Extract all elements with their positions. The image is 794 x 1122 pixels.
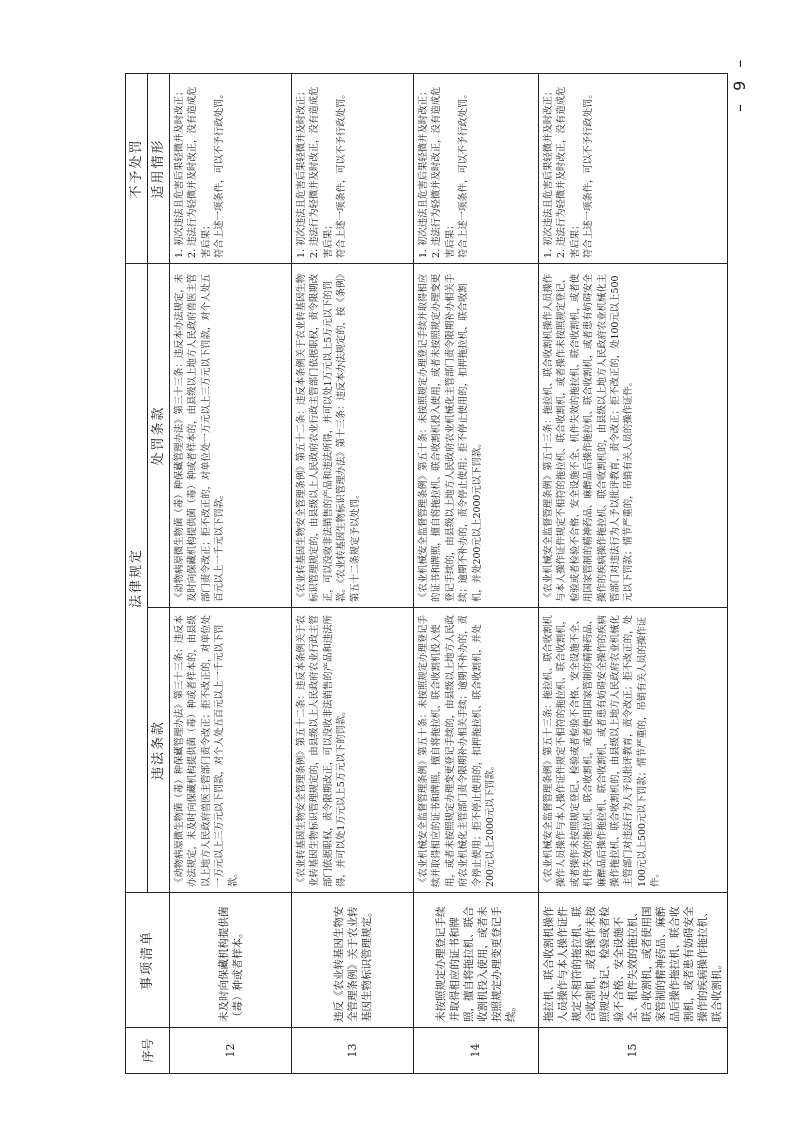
row-violation: 《农业转基因生物安全管理条例》第五十二条：违反本条例关于农业转基因生物标识管理规定的，由县级以上人民政府农业行政主管部门依据职权，责令限期改正，可以没收非法销售的产品和违法所得，并可以处1万元以上5万元以下的罚款。 <box>292 608 414 893</box>
table-row <box>292 73 414 1073</box>
row-exempt <box>539 73 728 263</box>
row-violation: 《动物病原微生物菌（毒）种保藏管理办法》第三十三条：违反本办法规定，未及时向保藏机构提供菌（毒）种或者样本的，由县级以上地方人民政府兽医主管部门责令改正；拒不改正的，对单位处一万元以上三万元以下罚款，对个人处五百元以上一千元以下罚款。 <box>170 608 292 893</box>
row-seq: 13 <box>292 1028 414 1074</box>
exempt-line: 1. 初次违法且危害后果轻微并及时改正； <box>296 86 307 258</box>
row-exempt <box>170 73 292 263</box>
page-number: – 9 – <box>730 55 749 112</box>
exempt-line: 符合上述一项条件，可以不予行政处罚。 <box>583 89 595 258</box>
table-row <box>539 73 728 1073</box>
header-violation: 违法条款 <box>148 608 170 893</box>
row-exempt <box>292 73 414 263</box>
row-violation: 《农业机械安全监督管理条例》第五十条：未按照规定办理登记手续并取得相应的证书和牌照，擅自将拖拉机、联合收割机投入使用，或者未按照规定办理变更登记手续的，由县级以上地方人民政府农业机械化主管部门责令限期补办相关手续；逾期不补办的，责令停止使用；拒不停止使用的，扣押拖拉机、联合收割机，并处200元以上2000元以下罚款。 <box>414 608 539 893</box>
table-row <box>170 73 292 1073</box>
penalty-exemption-table <box>125 73 728 1074</box>
row-penalty: 《动物病原微生物菌（毒）种保藏管理办法》第三十三条：违反本办法规定，未及时向保藏机构提供菌（毒）种或者样本的，由县级以上地方人民政府兽医主管部门责令改正；拒不改正的，对单位处一万元以上三万元以下罚款，对个人处五百元以上一千元以下罚款。 <box>170 263 292 607</box>
row-penalty: 《农业机械安全监督管理条例》第五十三条：拖拉机、联合收割机操作人员操作与本人操作证件规定不相符的拖拉机、联合收割机，或者操作未按照规定登记、检验或者检验不合格、安全设施不全、机件失效的拖拉机、联合收割机，或者使用国家管制的精神药品、麻醉品后操作拖拉机、联合收割机，或者患有妨碍安全操作的疾病操作拖拉机、联合收割机的，由县级以上地方人民政府农业机械化主管部门对违法行为人予以批评教育，责令改正；拒不改正的，处100元以上500元以下罚款；情节严重的，吊销有关人员的操作证件。 <box>539 263 728 607</box>
row-item: 未及时向保藏机构提供菌（毒）种或者样本。 <box>170 893 292 1028</box>
row-item: 拖拉机、联合收割机操作人员操作与本人操作证件规定不相符的拖拉机、联合收割机，或者操作未按照规定登记、检验或者检验不合格、安全设施不全、机件失效的拖拉机、联合收割机，或者使用国家管制的精神药品、麻醉品后操作拖拉机、联合收割机，或者患有妨碍安全操作的疾病操作拖拉机、联合收割机。 <box>539 893 728 1028</box>
row-item: 未按照规定办理登记手续并取得相应的证书和牌照，擅自将拖拉机、联合收割机投入使用，或者未按照规定办理变更登记手续。 <box>414 893 539 1028</box>
exempt-line: 2. 违法行为轻微并及时改正，没有造成危害后果； <box>309 86 334 258</box>
row-seq: 15 <box>539 1028 728 1074</box>
exempt-line: 2. 违法行为轻微并及时改正，没有造成危害后果； <box>187 86 212 258</box>
exempt-line: 1. 初次违法且危害后果轻微并及时改正； <box>543 86 554 258</box>
exempt-line: 1. 初次违法且危害后果轻微并及时改正； <box>174 86 185 258</box>
header-seq: 序号 <box>126 1028 170 1074</box>
row-seq: 12 <box>170 1028 292 1074</box>
header-row-1 <box>126 73 148 1073</box>
row-violation: 《农业机械安全监督管理条例》第五十三条：拖拉机、联合收割机操作人员操作与本人操作证件规定不相符的拖拉机、联合收割机，或者操作未按照规定登记、检验或者检验不合格、安全设施不全、机件失效的拖拉机、联合收割机，或者使用国家管制的精神药品、麻醉品后操作拖拉机、联合收割机，或者患有妨碍安全操作的疾病操作拖拉机、联合收割机的，由县级以上地方人民政府农业机械化主管部门对违法行为人予以批评教育，责令改正；拒不改正的，处100元以上500元以下罚款；情节严重的，吊销有关人员的操作证件。 <box>539 608 728 893</box>
row-penalty: 《农业转基因生物安全管理条例》第五十二条：违反本条例关于农业转基因生物标识管理规定的，由县级以上人民政府农业行政主管部门依据职权，责令限期改正，可以没收非法销售的产品和违法所得，并可以处1万元以上5万元以下的罚款。《农业转基因生物标识管理办法》第十三条：违反本办法规定的，按《条例》第五十二条规定予以处罚。 <box>292 263 414 607</box>
row-seq: 14 <box>414 1028 539 1074</box>
row-penalty: 《农业机械安全监督管理条例》第五十条：未按照规定办理登记手续并取得相应的证书和牌照，擅自将拖拉机、联合收割机投入使用，或者未按照规定办理变更登记手续的，由县级以上地方人民政府农业机械化主管部门责令限期补办相关手续；逾期不补办的，责令停止使用；拒不停止使用的，扣押拖拉机、联合收割机，并处200元以上2000元以下罚款。 <box>414 263 539 607</box>
exempt-line: 1. 初次违法且危害后果轻微并及时改正； <box>418 86 429 258</box>
header-law: 法律规定 <box>126 263 148 892</box>
exempt-line: 符合上述一项条件，可以不予行政处罚。 <box>458 89 470 258</box>
header-item: 事项清单 <box>126 893 170 1028</box>
exempt-line: 2. 违法行为轻微并及时改正，没有造成危害后果； <box>556 86 581 258</box>
row-item: 违反《农业转基因生物安全管理条例》关于农业转基因生物标识管理规定。 <box>292 893 414 1028</box>
exempt-line: 2. 违法行为轻微并及时改正，没有造成危害后果； <box>431 86 456 258</box>
row-exempt <box>414 73 539 263</box>
exempt-line: 符合上述一项条件，可以不予行政处罚。 <box>214 89 226 258</box>
exempt-line: 符合上述一项条件，可以不予行政处罚。 <box>336 89 348 258</box>
header-exempt: 适用情形 <box>148 73 170 263</box>
header-penalty: 处罚条款 <box>148 263 170 607</box>
table-row <box>414 73 539 1073</box>
header-exempt-group: 不予处罚 <box>126 73 148 263</box>
